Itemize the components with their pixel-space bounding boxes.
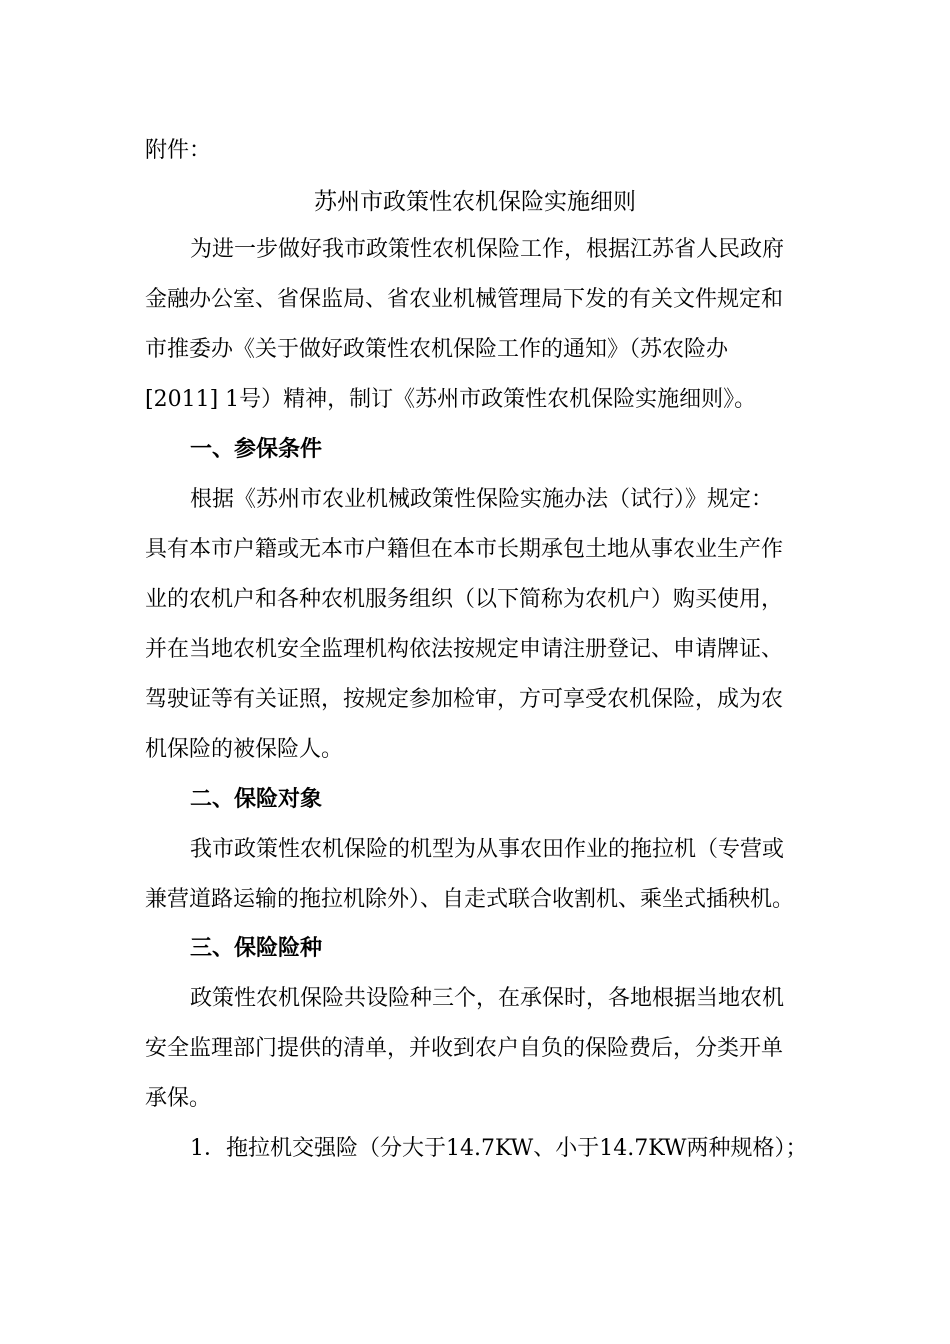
section-1-line-3: 业的农机户和各种农机服务组织（以下简称为农机户）购买使用， <box>145 587 784 612</box>
intro-line-4: [2011] 1号）精神，制订《苏州市政策性农机保险实施细则》。 <box>145 387 757 412</box>
intro-line-3: 市推委办《关于做好政策性农机保险工作的通知》（苏农险办 <box>145 337 729 362</box>
section-1-line-2: 具有本市户籍或无本市户籍但在本市长期承包土地从事农业生产作 <box>145 537 784 562</box>
list-item-1: 1．拖拉机交强险（分大于14.7KW、小于14.7KW两种规格）； <box>190 1136 808 1161</box>
section-heading-insurance-types: 三、保险险种 <box>190 936 323 961</box>
intro-line-2: 金融办公室、省保监局、省农业机械管理局下发的有关文件规定和 <box>145 287 784 312</box>
section-1-line-6: 机保险的被保险人。 <box>145 737 344 762</box>
section-1-line-5: 驾驶证等有关证照，按规定参加检审，方可享受农机保险，成为农 <box>145 687 784 712</box>
intro-line-1: 为进一步做好我市政策性农机保险工作，根据江苏省人民政府 <box>190 237 785 262</box>
section-heading-insured-objects: 二、保险对象 <box>190 787 323 812</box>
section-3-line-3: 承保。 <box>145 1086 212 1111</box>
section-1-line-1: 根据《苏州市农业机械政策性保险实施办法（试行）》规定： <box>190 487 774 512</box>
section-heading-eligibility: 一、参保条件 <box>190 437 323 462</box>
section-2-line-2: 兼营道路运输的拖拉机除外）、自走式联合收割机、乘坐式插秧机。 <box>145 887 795 912</box>
attachment-label: 附件： <box>145 138 212 163</box>
section-2-line-1: 我市政策性农机保险的机型为从事农田作业的拖拉机（专营或 <box>190 837 785 862</box>
section-1-line-4: 并在当地农机安全监理机构依法按规定申请注册登记、申请牌证、 <box>145 637 784 662</box>
document-title: 苏州市政策性农机保险实施细则 <box>314 189 636 215</box>
section-3-line-1: 政策性农机保险共设险种三个，在承保时，各地根据当地农机 <box>190 986 785 1011</box>
section-3-line-2: 安全监理部门提供的清单，并收到农户自负的保险费后，分类开单 <box>145 1036 784 1061</box>
